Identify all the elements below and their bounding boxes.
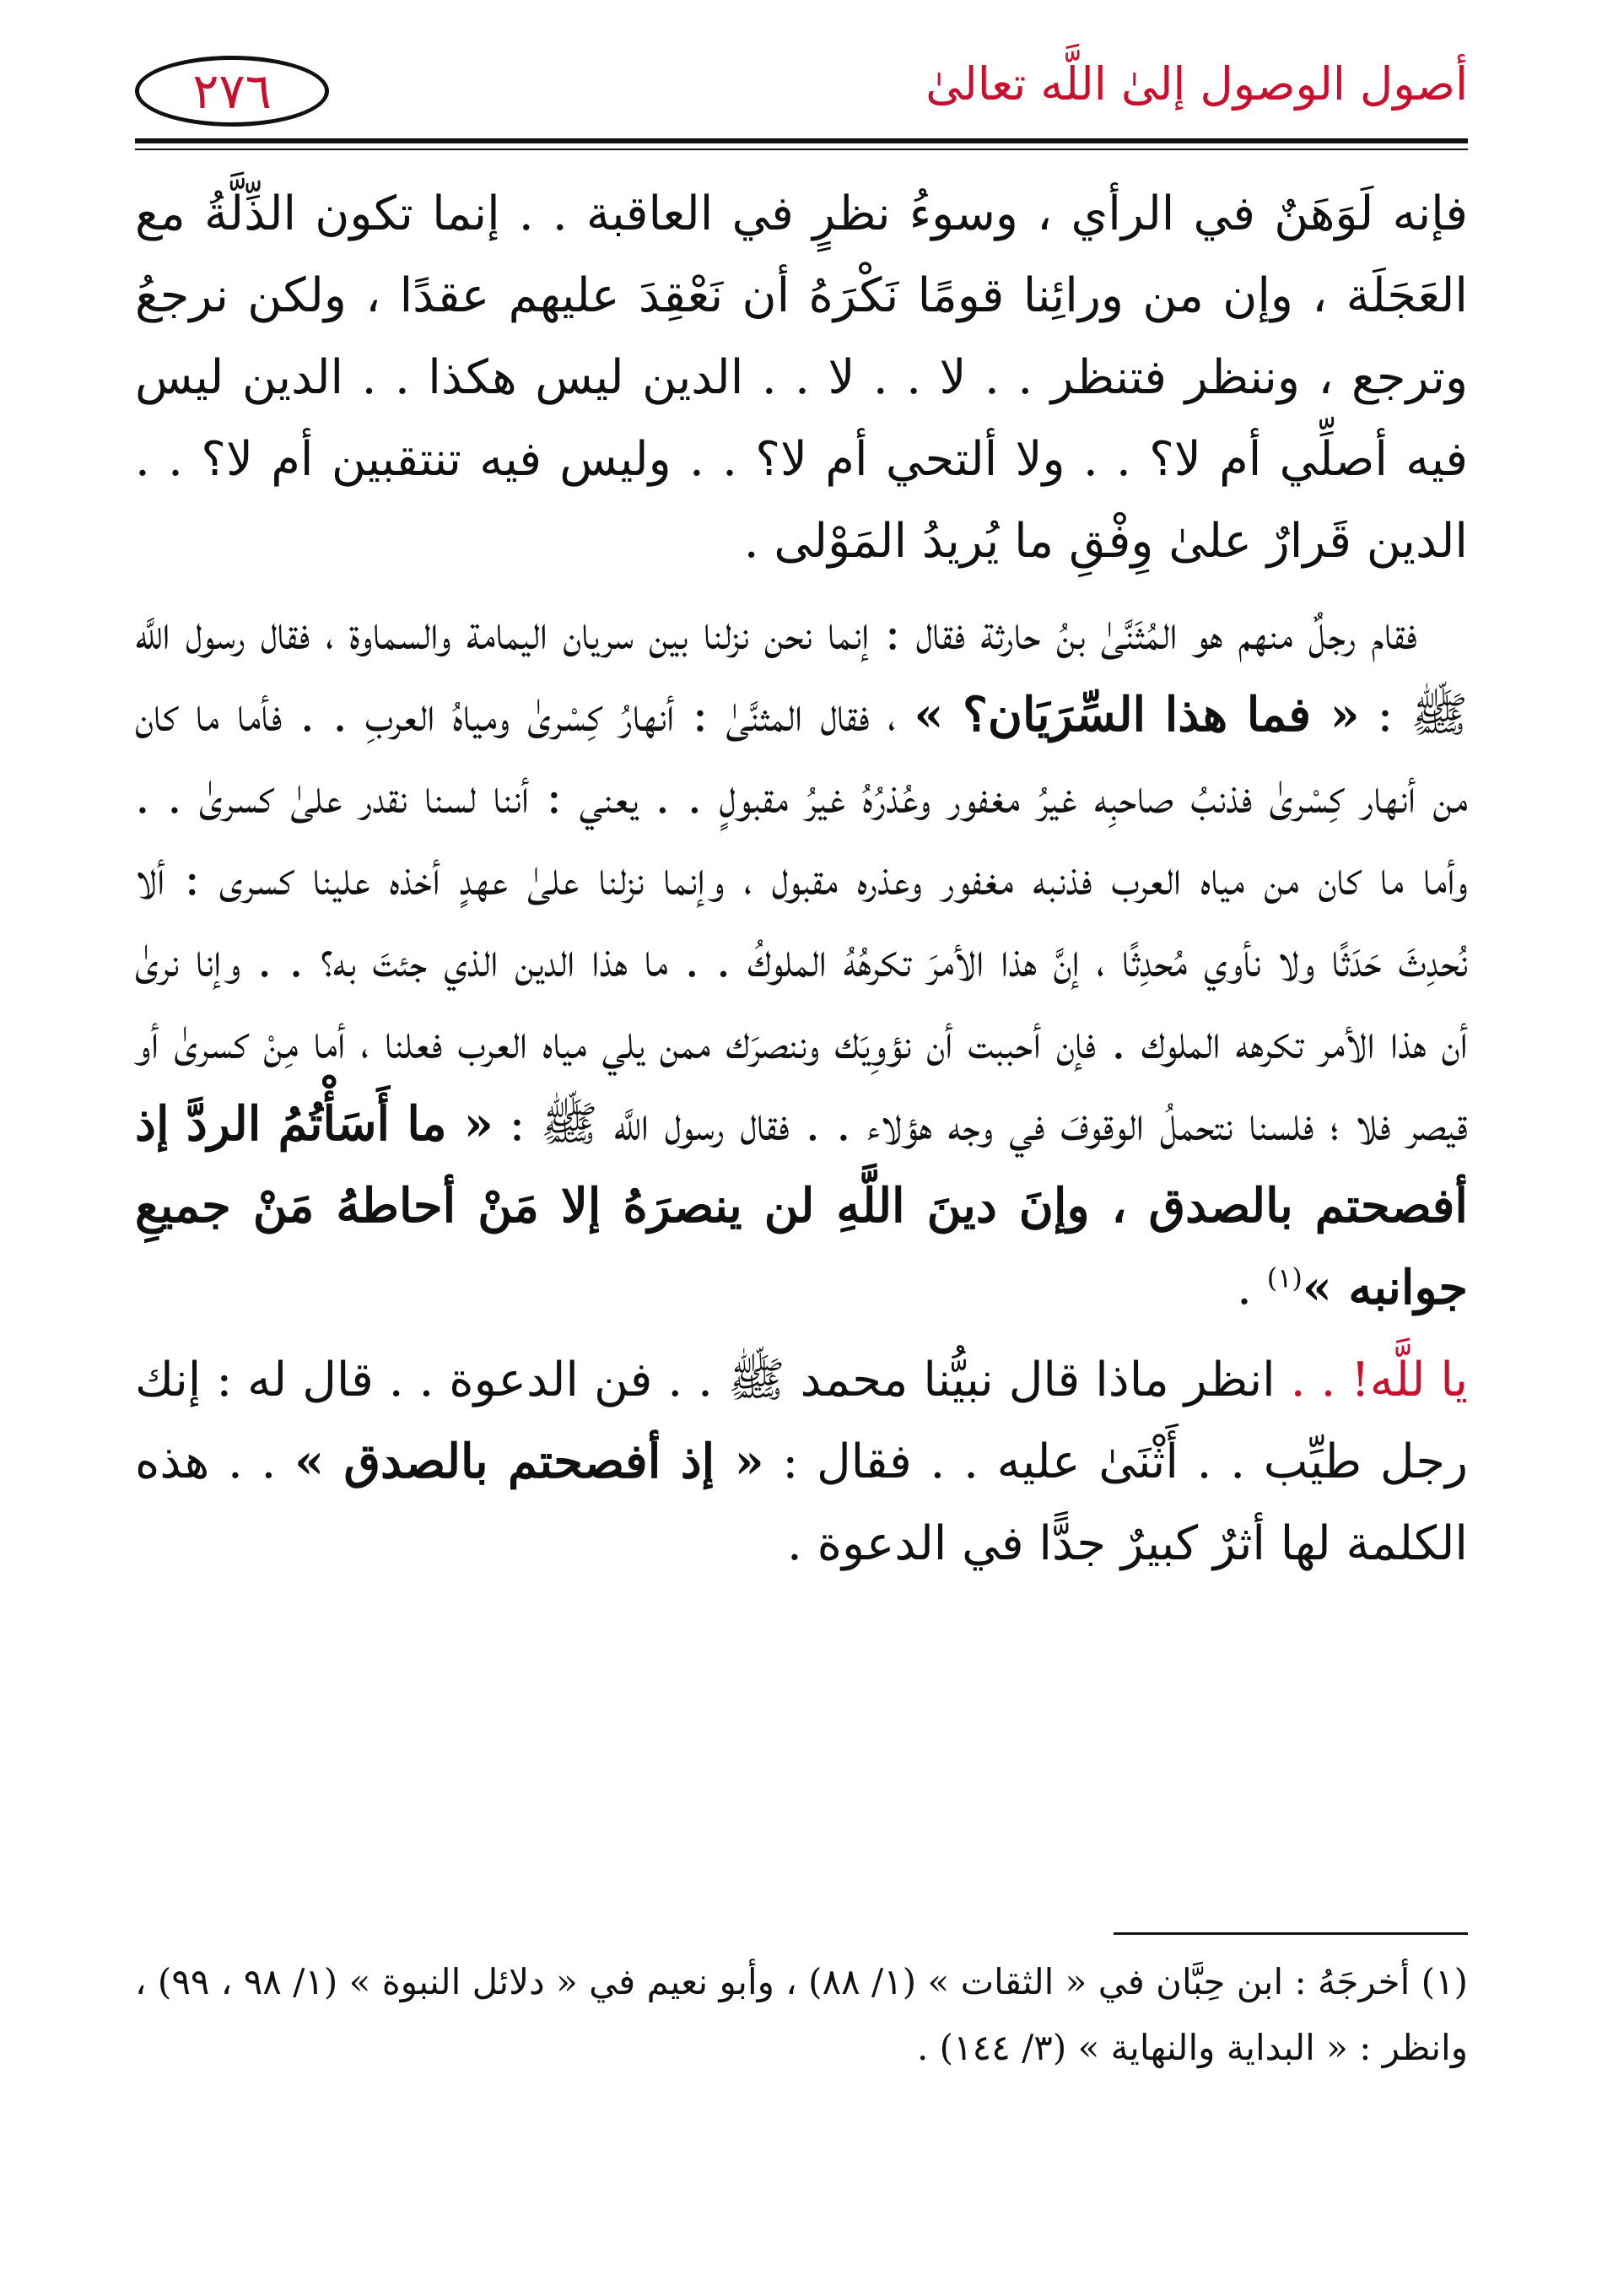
hadith-quote-1: « فما هذا السِّرَيَان؟ » [914,687,1360,743]
footnote-separator [1114,1932,1468,1935]
main-text [135,173,1468,1585]
paragraph-2 [135,592,1468,1329]
paragraph-3 [135,1339,1468,1585]
header-rule-thin [135,149,1468,150]
paragraph-2-text-a: فقام رجلٌ منهم هو المُثَنَّىٰ بنُ حارثة فقال : إنما نحن نزلنا بين سريان اليمامة والسماوة ، فقال رسول اللَّه ﷺ : [135,606,1468,743]
book-page [135,0,1468,2296]
footnote-reference: (١) [1266,1261,1303,1294]
paragraph-2-text-b: ، فقال المثنَّىٰ : أنهارُ كِسْرىٰ ومياهُ العربِ . . فأما ما كان من أنهار كِسْرىٰ فذنبُ صاحبِه غيرُ مغفور وعُذرُهُ غيرُ مقبولٍ . . يعني : أننا لسنا نقدر علىٰ كسرىٰ . . وأما ما كان من مياه العرب فذنبه مغفور وعذره مقبول ، وإنما نزلنا علىٰ عهدٍ أخذه علينا كسرى : ألا نُحدِثَ حَدَثًا ولا نأوي مُحدِثًا ، إنَّ هذا الأمرَ تكرهُهُ الملوكُ . . ما هذا الدين الذي جئتَ به؟ . . وإنا نرىٰ أن هذا الأمر تكرهه الملوك . فإن أحببت أن نؤوِيَك وننصرَك ممن يلي مياه العرب فعلنا ، أما مِنْ كسرىٰ أو قيصر فلا ؛ فلسنا نتحملُ الوقوفَ في وجه هؤلاء . . فقال رسول اللَّه ﷺ : [135,688,1469,1152]
paragraph-3-text-a: انظر ماذا قال نبيُّنا محمد ﷺ . . فن الدعوة . . قال له : إنك رجل طيِّب . . أَثْنَىٰ عليه . . فقال : [135,1353,1469,1489]
paragraph-1-text: فإنه لَوَهَنٌ في الرأي ، وسوءُ نظرٍ في العاقبة . . إنما تكون الذِّلَّةُ مع العَجَلَة ، وإن من ورائِنا قومًا نَكْرَهُ أن نَعْقِدَ عليهم عقدًا ، ولكن نرجعُ وترجع ، وننظر فتنظر . . لا . . لا . . الدين ليس هكذا . . الدين ليس فيه أصلِّي أم لا؟ . . ولا ألتحي أم لا؟ . . وليس فيه تنتقبين أم لا؟ . . الدين قَرارٌ علىٰ وِفْقِ ما يُريدُ المَوْلى . [135,186,1468,569]
hadith-quote-3: « إذ أفصحتم بالصدق » [294,1434,764,1489]
paragraph-3-text-b: . . هذه الكلمة لها أثرٌ كبيرٌ جدًّا في الدعوة . [135,1434,1468,1571]
page-header [135,51,1468,143]
hadith-quote-2: « ما أَسَأْتُمُ الردَّ إذ أفصحتم بالصدق ، وإنَ دينَ اللَّهِ لن ينصرَهُ إلا مَنْ أحاطهُ مَنْ جميعِ جوانبه » [135,1096,1468,1315]
running-title: أصول الوصول إلىٰ اللَّه تعالىٰ [925,57,1468,111]
paragraph-2-end: . [1237,1261,1267,1315]
page-number: ٢٧٦ [135,56,329,127]
paragraph-1 [135,173,1468,582]
exclamation: يا للَّه! . . [1290,1353,1469,1407]
header-rule-thick [135,138,1468,143]
footnote: (١) أخرجَهُ : ابن حِبَّان في « الثقات » (١/ ٨٨) ، وأبو نعيم في « دلائل النبوة » (١/ ٩٨ ، ٩٩) ، وانظر : « البداية والنهاية » (٣/ ١٤٤) . [135,1961,1468,2068]
